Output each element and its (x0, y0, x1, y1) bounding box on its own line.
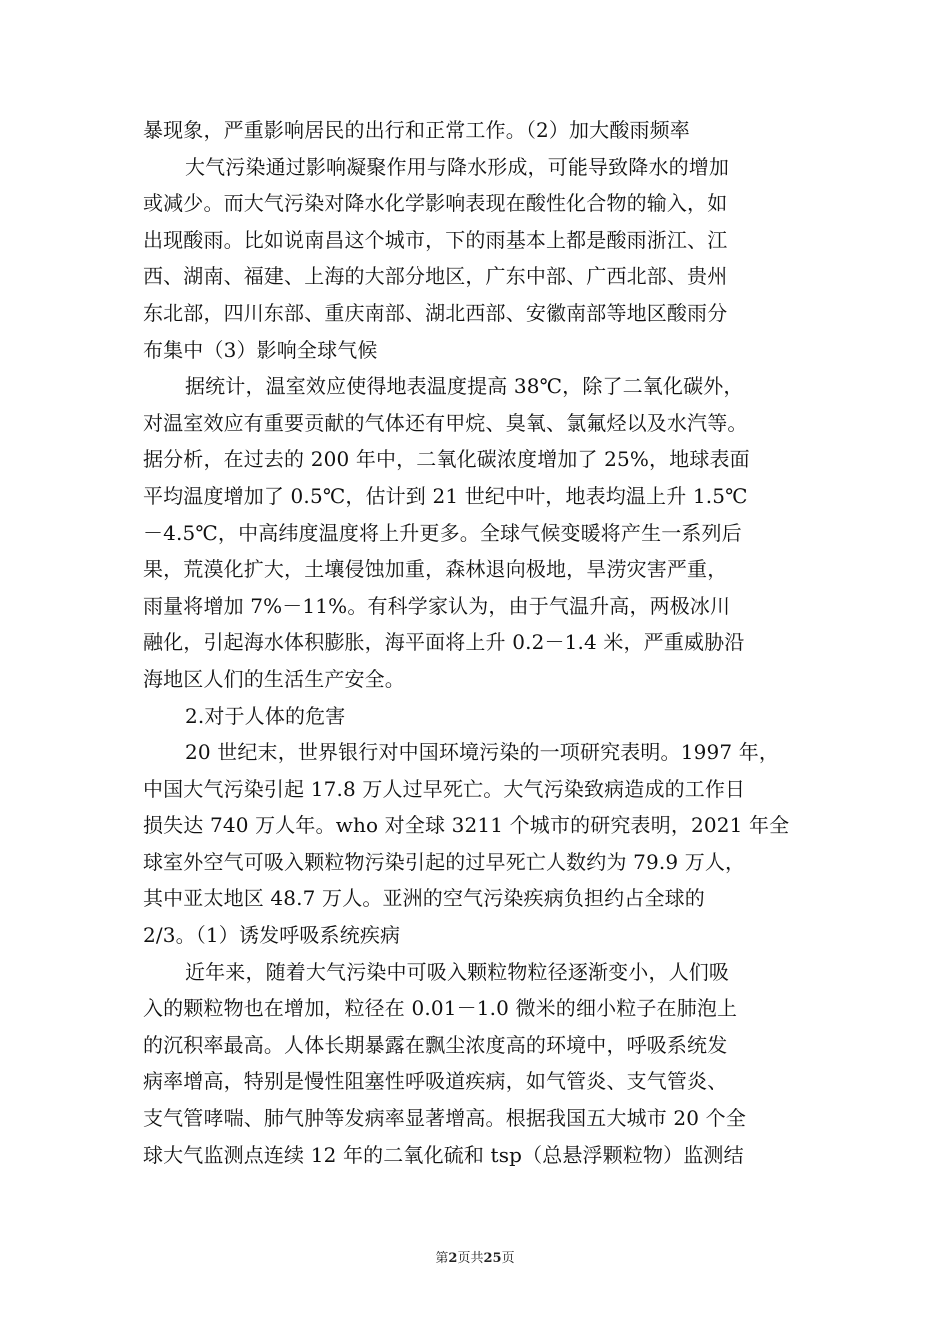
text-line: 2/3。（1）诱发呼吸系统疾病 (143, 923, 401, 948)
page-footer (0, 1247, 950, 1266)
total-page-count: 25 (483, 1251, 502, 1266)
text-line: 球室外空气可吸入颗粒物污染引起的过早死亡人数约为 79.9 万人， (143, 849, 746, 874)
text-line: 西、湖南、福建、上海的大部分地区，广东中部、广西北部、贵州 (143, 264, 728, 289)
text-line: 支气管哮喘、肺气肿等发病率显著增高。根据我国五大城市 20 个全 (143, 1106, 746, 1131)
text-line: 其中亚太地区 48.7 万人。亚洲的空气污染疾病负担约占全球的 (143, 886, 705, 911)
text-line: 出现酸雨。比如说南昌这个城市，下的雨基本上都是酸雨浙江、江 (143, 227, 728, 252)
footer-middle: 页共 (457, 1251, 484, 1266)
text-line: 对温室效应有重要贡献的气体还有甲烷、臭氧、氯氟烃以及水汽等。 (143, 410, 748, 435)
text-line: 损失达 740 万人年。who 对全球 3211 个城市的研究表明，2021 年全 (143, 813, 790, 838)
text-line: 东北部，四川东部、重庆南部、湖北西部、安徽南部等地区酸雨分 (143, 300, 728, 325)
text-line: 海地区人们的生活生产安全。 (143, 666, 405, 691)
document-body (143, 112, 811, 1173)
text-line: 布集中（3）影响全球气候 (143, 337, 378, 362)
current-page-number: 2 (448, 1251, 458, 1266)
text-line: 近年来，随着大气污染中可吸入颗粒物粒径逐渐变小，人们吸 (185, 959, 730, 984)
text-line: 2.对于人体的危害 (185, 703, 346, 728)
text-line: 或减少。而大气污染对降水化学影响表现在酸性化合物的输入，如 (143, 191, 728, 216)
text-line: 平均温度增加了 0.5℃，估计到 21 世纪中叶，地表均温上升 1.5℃ (143, 483, 748, 508)
text-line: 大气污染通过影响凝聚作用与降水形成，可能导致降水的增加 (185, 154, 730, 179)
text-line: －4.5℃，中高纬度温度将上升更多。全球气候变暖将产生一系列后 (143, 520, 742, 545)
footer-suffix: 页 (501, 1251, 515, 1266)
text-line: 入的颗粒物也在增加，粒径在 0.01－1.0 微米的细小粒子在肺泡上 (143, 996, 738, 1021)
text-line: 据统计，温室效应使得地表温度提高 38℃，除了二氧化碳外， (185, 374, 744, 399)
text-line: 中国大气污染引起 17.8 万人过早死亡。大气污染致病造成的工作日 (143, 776, 746, 801)
text-line: 的沉积率最高。人体长期暴露在飘尘浓度高的环境中，呼吸系统发 (143, 1032, 728, 1057)
text-line: 球大气监测点连续 12 年的二氧化硫和 tsp（总悬浮颗粒物）监测结 (143, 1142, 744, 1167)
text-line: 据分析，在过去的 200 年中，二氧化碳浓度增加了 25%，地球表面 (143, 447, 750, 472)
text-line: 融化，引起海水体积膨胀，海平面将上升 0.2－1.4 米，严重威胁沿 (143, 630, 745, 655)
text-line: 果，荒漠化扩大，土壤侵蚀加重，森林退向极地，旱涝灾害严重， (143, 557, 728, 582)
text-line: 病率增高，特别是慢性阻塞性呼吸道疾病，如气管炎、支气管炎、 (143, 1069, 728, 1094)
footer-prefix: 第 (435, 1251, 449, 1266)
text-line: 20 世纪末，世界银行对中国环境污染的一项研究表明。1997 年， (185, 740, 780, 765)
text-line: 暴现象，严重影响居民的出行和正常工作。（2）加大酸雨频率 (143, 118, 690, 142)
text-line: 雨量将增加 7%－11%。有科学家认为，由于气温升高，两极冰川 (143, 593, 731, 618)
